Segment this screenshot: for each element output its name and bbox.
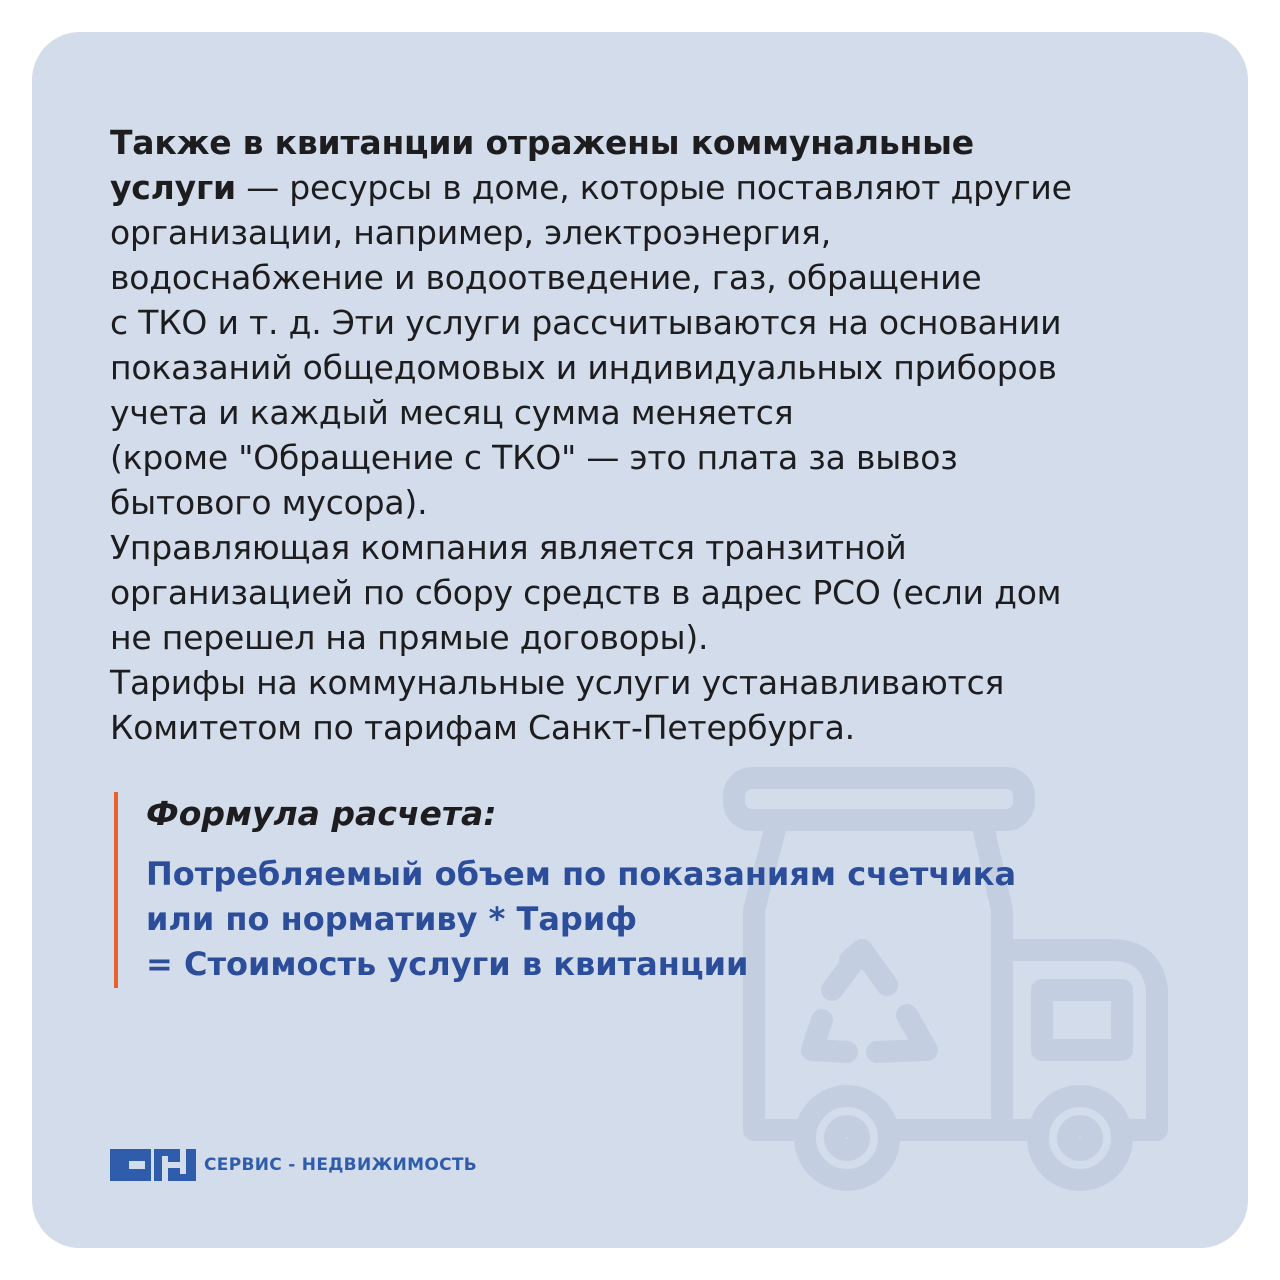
lead-bold-term: услуги [110,168,236,207]
logo-text: СЕРВИС - НЕДВИЖИМОСТЬ [204,1155,478,1175]
info-card [32,32,1248,1248]
text-line: организации, например, электроэнергия, [110,213,831,252]
text-line: бытового мусора). [110,483,428,522]
text-line: учета и каждый месяц сумма меняется [110,393,794,432]
text-line: организацией по сбору средств в адрес РСО (если дом [110,573,1062,612]
sn-logo-icon [110,1149,196,1181]
formula-text [146,852,1114,987]
text-line: (кроме "Обращение с ТКО" — это плата за вывоз [110,438,958,477]
text-line: с ТКО и т. д. Эти услуги рассчитываются на основании [110,303,1062,342]
formula-line: Потребляемый объем по показаниям счетчика [146,855,1017,893]
formula-line: или по нормативу * Тариф [146,900,637,938]
text-line: Тарифы на коммунальные услуги устанавливаются [110,663,1005,702]
company-logo [110,1149,477,1181]
text-line [110,120,1220,165]
text-line [110,165,1220,210]
text-line: водоснабжение и водоотведение, газ, обращение [110,258,982,297]
formula-title: Формула расчета: [146,794,497,833]
text-line: показаний общедомовых и индивидуальных приборов [110,348,1057,387]
text-line: Управляющая компания является транзитной [110,528,907,567]
formula-line: = Стоимость услуги в квитанции [146,945,749,983]
text-line: Комитетом по тарифам Санкт-Петербурга. [110,708,855,747]
formula-block [114,792,1114,988]
main-paragraph [110,120,1220,750]
lead-rest-text: — ресурсы в доме, которые поставляют другие [235,168,1072,207]
lead-bold-text: Также в квитанции отражены коммунальные [110,123,974,162]
text-line: не перешел на прямые договоры). [110,618,709,657]
